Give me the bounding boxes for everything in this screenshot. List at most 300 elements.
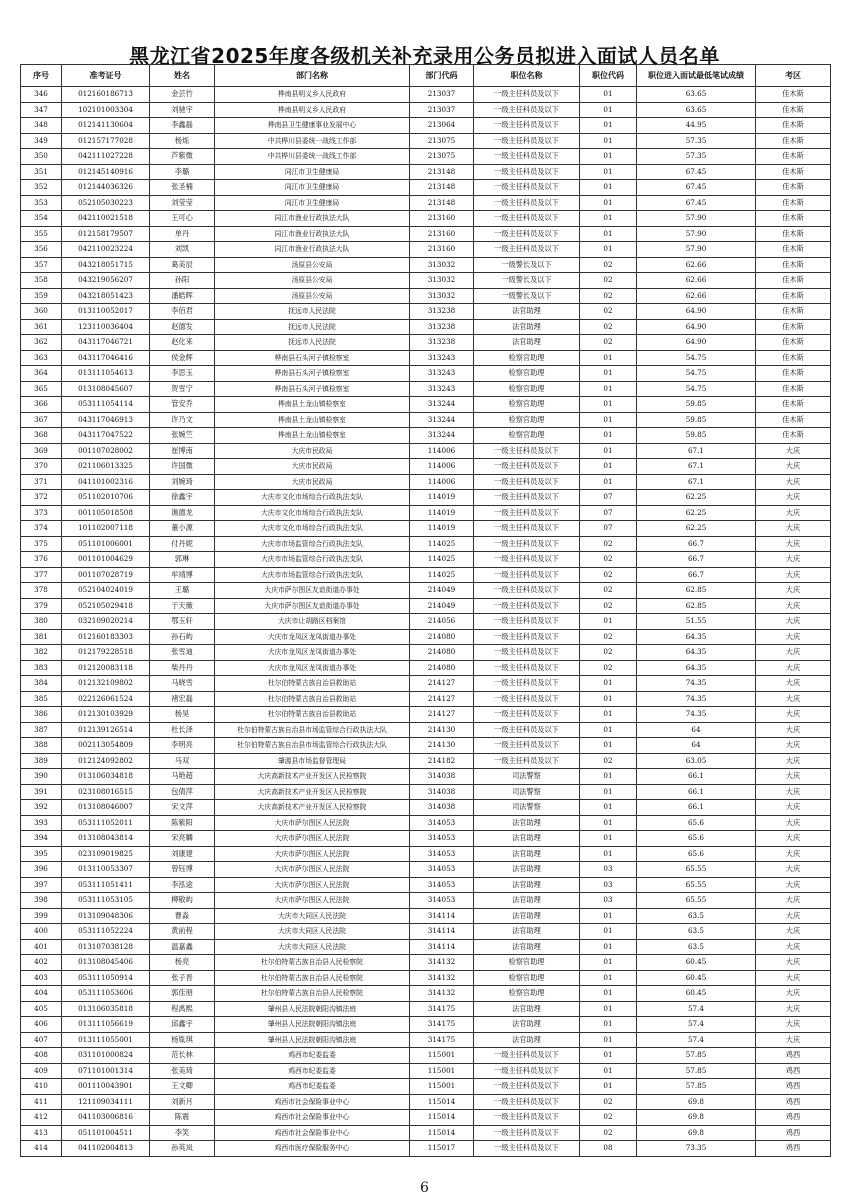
cell-department: 杜尔伯特蒙古族自治县市场监管综合行政执法大队	[215, 722, 410, 738]
cell-name: 单丹	[150, 226, 215, 242]
cell-exam-id: 031101000824	[62, 1048, 150, 1064]
cell-position-code: 07	[580, 490, 637, 506]
header-min-score: 职位进入面试最低笔试成绩	[637, 65, 756, 87]
cell-position: 检察官助理	[474, 970, 580, 986]
cell-position: 一级主任科员及以下	[474, 753, 580, 769]
cell-min-score: 63.5	[637, 908, 756, 924]
page-title: 黑龙江省2025年度各级机关补充录用公务员拟进入面试人员名单	[129, 44, 720, 68]
cell-region: 大庆	[756, 552, 831, 568]
cell-position-code: 08	[580, 1141, 637, 1157]
cell-position: 一级主任科员及以下	[474, 629, 580, 645]
cell-region: 佳木斯	[756, 102, 831, 118]
cell-position: 一级主任科员及以下	[474, 660, 580, 676]
table-row	[21, 877, 831, 893]
cell-min-score: 63.05	[637, 753, 756, 769]
cell-name: 徐鑫宇	[150, 490, 215, 506]
table-row	[21, 893, 831, 909]
cell-name: 刘新月	[150, 1094, 215, 1110]
table-row	[21, 195, 831, 211]
cell-index: 402	[21, 955, 62, 971]
cell-name: 陈紫阳	[150, 815, 215, 831]
cell-region: 佳木斯	[756, 397, 831, 413]
cell-position: 检察官助理	[474, 986, 580, 1002]
cell-name: 王璐	[150, 583, 215, 599]
cell-exam-id: 052104024019	[62, 583, 150, 599]
cell-name: 孙英岚	[150, 1141, 215, 1157]
cell-region: 大庆	[756, 691, 831, 707]
table-row	[21, 583, 831, 599]
cell-region: 佳木斯	[756, 211, 831, 227]
cell-exam-id: 013107038128	[62, 939, 150, 955]
cell-dept-code: 114006	[410, 443, 474, 459]
cell-min-score: 62.66	[637, 273, 756, 289]
cell-index: 375	[21, 536, 62, 552]
cell-dept-code: 314053	[410, 815, 474, 831]
cell-min-score: 69.8	[637, 1094, 756, 1110]
cell-index: 363	[21, 350, 62, 366]
cell-exam-id: 012157177028	[62, 133, 150, 149]
cell-dept-code: 213064	[410, 118, 474, 134]
cell-position: 一级主任科员及以下	[474, 226, 580, 242]
table-row	[21, 908, 831, 924]
cell-index: 358	[21, 273, 62, 289]
cell-exam-id: 012130103929	[62, 707, 150, 723]
cell-min-score: 57.35	[637, 133, 756, 149]
cell-min-score: 59.85	[637, 397, 756, 413]
cell-index: 378	[21, 583, 62, 599]
cell-dept-code: 213160	[410, 211, 474, 227]
cell-position: 一级主任科员及以下	[474, 87, 580, 103]
cell-name: 包倩萍	[150, 784, 215, 800]
cell-exam-id: 001105018508	[62, 505, 150, 521]
cell-min-score: 62.25	[637, 521, 756, 537]
table-row	[21, 366, 831, 382]
cell-name: 赵化来	[150, 335, 215, 351]
cell-position-code: 02	[580, 567, 637, 583]
cell-index: 369	[21, 443, 62, 459]
cell-region: 佳木斯	[756, 118, 831, 134]
cell-name: 李思玉	[150, 366, 215, 382]
cell-min-score: 62.66	[637, 257, 756, 273]
cell-min-score: 64.35	[637, 645, 756, 661]
cell-name: 李明亮	[150, 738, 215, 754]
table-row	[21, 505, 831, 521]
cell-min-score: 67.45	[637, 195, 756, 211]
cell-region: 大庆	[756, 583, 831, 599]
cell-dept-code: 313243	[410, 350, 474, 366]
cell-region: 大庆	[756, 769, 831, 785]
cell-region: 大庆	[756, 676, 831, 692]
cell-min-score: 65.6	[637, 831, 756, 847]
cell-name: 杨胤琪	[150, 1032, 215, 1048]
cell-name: 于天薇	[150, 598, 215, 614]
cell-region: 大庆	[756, 1032, 831, 1048]
cell-region: 佳木斯	[756, 412, 831, 428]
cell-department: 大庆市民政局	[215, 459, 410, 475]
cell-region: 鸡西	[756, 1141, 831, 1157]
cell-region: 大庆	[756, 784, 831, 800]
cell-index: 382	[21, 645, 62, 661]
cell-exam-id: 053111052224	[62, 924, 150, 940]
cell-position-code: 01	[580, 87, 637, 103]
cell-position-code: 01	[580, 955, 637, 971]
table-row	[21, 335, 831, 351]
cell-region: 大庆	[756, 970, 831, 986]
cell-name: 葛美辰	[150, 257, 215, 273]
cell-dept-code: 115017	[410, 1141, 474, 1157]
cell-position-code: 01	[580, 133, 637, 149]
cell-exam-id: 002113054809	[62, 738, 150, 754]
cell-name: 李笑	[150, 1125, 215, 1141]
cell-position-code: 01	[580, 1048, 637, 1064]
cell-exam-id: 043117046416	[62, 350, 150, 366]
cell-position-code: 02	[580, 629, 637, 645]
cell-exam-id: 012179228518	[62, 645, 150, 661]
cell-region: 佳木斯	[756, 149, 831, 165]
cell-name: 芦紫微	[150, 149, 215, 165]
cell-position: 一级警长及以下	[474, 257, 580, 273]
cell-name: 马艳超	[150, 769, 215, 785]
cell-position: 一级主任科员及以下	[474, 1094, 580, 1110]
table-row	[21, 443, 831, 459]
cell-exam-id: 001107028719	[62, 567, 150, 583]
page-number: 6	[420, 1180, 429, 1196]
cell-min-score: 57.90	[637, 226, 756, 242]
cell-position-code: 01	[580, 908, 637, 924]
cell-department: 大庆市萨尔图区人民法院	[215, 877, 410, 893]
cell-index: 398	[21, 893, 62, 909]
table-row	[21, 939, 831, 955]
cell-region: 大庆	[756, 490, 831, 506]
cell-name: 马晓雪	[150, 676, 215, 692]
cell-name: 柳敬屿	[150, 893, 215, 909]
cell-position: 一级主任科员及以下	[474, 707, 580, 723]
cell-min-score: 64.90	[637, 319, 756, 335]
table-row	[21, 1125, 831, 1141]
cell-position: 法官助理	[474, 831, 580, 847]
cell-position: 检察官助理	[474, 428, 580, 444]
cell-min-score: 57.35	[637, 149, 756, 165]
cell-exam-id: 013111056619	[62, 1017, 150, 1033]
cell-name: 李佰君	[150, 304, 215, 320]
cell-min-score: 63.65	[637, 102, 756, 118]
table-row	[21, 1048, 831, 1064]
cell-exam-id: 021106013325	[62, 459, 150, 475]
cell-min-score: 66.7	[637, 536, 756, 552]
cell-dept-code: 214080	[410, 629, 474, 645]
table-row	[21, 381, 831, 397]
table-row	[21, 831, 831, 847]
table-row	[21, 598, 831, 614]
cell-min-score: 59.85	[637, 412, 756, 428]
cell-dept-code: 213148	[410, 180, 474, 196]
cell-dept-code: 313032	[410, 288, 474, 304]
cell-region: 大庆	[756, 629, 831, 645]
cell-region: 鸡西	[756, 1048, 831, 1064]
cell-exam-id: 001101004629	[62, 552, 150, 568]
cell-dept-code: 115014	[410, 1110, 474, 1126]
cell-position-code: 07	[580, 521, 637, 537]
cell-dept-code: 114025	[410, 567, 474, 583]
cell-position: 法官助理	[474, 335, 580, 351]
cell-dept-code: 314114	[410, 939, 474, 955]
cell-index: 355	[21, 226, 62, 242]
cell-name: 张婉竺	[150, 428, 215, 444]
cell-name: 董小源	[150, 521, 215, 537]
cell-position: 一级主任科员及以下	[474, 598, 580, 614]
cell-region: 大庆	[756, 722, 831, 738]
cell-position: 一级主任科员及以下	[474, 1125, 580, 1141]
cell-name: 鄂玉轩	[150, 614, 215, 630]
cell-department: 鸡西市纪委监委	[215, 1048, 410, 1064]
cell-min-score: 74.35	[637, 691, 756, 707]
cell-department: 大庆市大同区人民法院	[215, 908, 410, 924]
cell-region: 佳木斯	[756, 164, 831, 180]
cell-region: 大庆	[756, 924, 831, 940]
cell-position-code: 01	[580, 397, 637, 413]
cell-position: 法官助理	[474, 1032, 580, 1048]
cell-exam-id: 013108045607	[62, 381, 150, 397]
cell-department: 肇州县人民法院朝阳沟镇法庭	[215, 1032, 410, 1048]
cell-index: 366	[21, 397, 62, 413]
header-dept-code: 部门代码	[410, 65, 474, 87]
cell-position-code: 01	[580, 676, 637, 692]
cell-dept-code: 314053	[410, 877, 474, 893]
cell-region: 佳木斯	[756, 335, 831, 351]
cell-exam-id: 052105030223	[62, 195, 150, 211]
cell-department: 桦南县石头河子镇检察室	[215, 350, 410, 366]
cell-position-code: 01	[580, 815, 637, 831]
cell-position-code: 01	[580, 366, 637, 382]
cell-name: 宋文萍	[150, 800, 215, 816]
cell-region: 大庆	[756, 660, 831, 676]
cell-exam-id: 043117046913	[62, 412, 150, 428]
cell-position-code: 02	[580, 257, 637, 273]
table-row	[21, 149, 831, 165]
cell-dept-code: 313238	[410, 319, 474, 335]
cell-position-code: 02	[580, 288, 637, 304]
cell-index: 352	[21, 180, 62, 196]
cell-department: 同江市卫生健康局	[215, 164, 410, 180]
cell-index: 381	[21, 629, 62, 645]
cell-position-code: 01	[580, 707, 637, 723]
cell-region: 大庆	[756, 939, 831, 955]
cell-index: 370	[21, 459, 62, 475]
cell-index: 409	[21, 1063, 62, 1079]
cell-region: 鸡西	[756, 1125, 831, 1141]
cell-dept-code: 214127	[410, 707, 474, 723]
cell-dept-code: 213075	[410, 133, 474, 149]
cell-position-code: 02	[580, 1110, 637, 1126]
cell-dept-code: 314175	[410, 1001, 474, 1017]
cell-region: 佳木斯	[756, 304, 831, 320]
table-row	[21, 769, 831, 785]
cell-position-code: 02	[580, 335, 637, 351]
table-row	[21, 521, 831, 537]
cell-min-score: 64.90	[637, 335, 756, 351]
cell-position: 检察官助理	[474, 366, 580, 382]
cell-region: 大庆	[756, 908, 831, 924]
cell-dept-code: 314053	[410, 893, 474, 909]
cell-dept-code: 214182	[410, 753, 474, 769]
cell-index: 357	[21, 257, 62, 273]
cell-position: 一级主任科员及以下	[474, 242, 580, 258]
table-row	[21, 102, 831, 118]
cell-dept-code: 213160	[410, 226, 474, 242]
cell-region: 鸡西	[756, 1063, 831, 1079]
cell-department: 大庆市文化市场综合行政执法支队	[215, 505, 410, 521]
cell-exam-id: 013109048306	[62, 908, 150, 924]
cell-department: 大庆市龙凤区龙凤街道办事处	[215, 629, 410, 645]
cell-position: 司法警察	[474, 769, 580, 785]
cell-position: 检察官助理	[474, 350, 580, 366]
cell-name: 贺雪宁	[150, 381, 215, 397]
table-row	[21, 490, 831, 506]
cell-position: 司法警察	[474, 800, 580, 816]
cell-department: 桦南县石头河子镇检察室	[215, 381, 410, 397]
cell-department: 桦南县土龙山镇检察室	[215, 397, 410, 413]
cell-index: 401	[21, 939, 62, 955]
table-row	[21, 118, 831, 134]
table-row	[21, 1032, 831, 1048]
table-row	[21, 629, 831, 645]
cell-position-code: 01	[580, 412, 637, 428]
cell-department: 杜尔伯特蒙古族自治县人民检察院	[215, 955, 410, 971]
cell-position: 一级主任科员及以下	[474, 1079, 580, 1095]
cell-position: 法官助理	[474, 1017, 580, 1033]
cell-position-code: 02	[580, 645, 637, 661]
cell-min-score: 57.90	[637, 211, 756, 227]
cell-min-score: 44.95	[637, 118, 756, 134]
cell-position: 一级主任科员及以下	[474, 149, 580, 165]
cell-index: 372	[21, 490, 62, 506]
cell-min-score: 62.85	[637, 598, 756, 614]
cell-min-score: 69.8	[637, 1110, 756, 1126]
cell-name: 刘凯	[150, 242, 215, 258]
cell-department: 杜尔伯特蒙古族自治县人民检察院	[215, 986, 410, 1002]
cell-min-score: 57.4	[637, 1032, 756, 1048]
cell-dept-code: 214049	[410, 583, 474, 599]
table-row	[21, 1079, 831, 1095]
cell-department: 大庆市市场监管综合行政执法支队	[215, 567, 410, 583]
cell-name: 杜长泽	[150, 722, 215, 738]
cell-position: 法官助理	[474, 908, 580, 924]
cell-position: 检察官助理	[474, 397, 580, 413]
cell-min-score: 64.35	[637, 629, 756, 645]
cell-position-code: 02	[580, 319, 637, 335]
cell-department: 鸡西市社会保险事业中心	[215, 1110, 410, 1126]
cell-dept-code: 314038	[410, 800, 474, 816]
cell-region: 佳木斯	[756, 381, 831, 397]
cell-region: 大庆	[756, 536, 831, 552]
cell-position-code: 01	[580, 970, 637, 986]
cell-exam-id: 053111054114	[62, 397, 150, 413]
cell-exam-id: 043219056207	[62, 273, 150, 289]
cell-dept-code: 313238	[410, 335, 474, 351]
cell-region: 佳木斯	[756, 428, 831, 444]
cell-name: 马双	[150, 753, 215, 769]
cell-index: 383	[21, 660, 62, 676]
cell-name: 杨烁	[150, 133, 215, 149]
table-row	[21, 474, 831, 490]
cell-dept-code: 214127	[410, 691, 474, 707]
cell-position: 一级主任科员及以下	[474, 567, 580, 583]
cell-region: 大庆	[756, 645, 831, 661]
cell-position-code: 01	[580, 443, 637, 459]
cell-position-code: 01	[580, 924, 637, 940]
cell-exam-id: 041102004813	[62, 1141, 150, 1157]
cell-dept-code: 213160	[410, 242, 474, 258]
cell-dept-code: 313032	[410, 273, 474, 289]
cell-position: 一级主任科员及以下	[474, 459, 580, 475]
cell-position: 检察官助理	[474, 381, 580, 397]
cell-min-score: 65.6	[637, 846, 756, 862]
cell-name: 郭琳	[150, 552, 215, 568]
cell-department: 抚远市人民法院	[215, 335, 410, 351]
cell-index: 406	[21, 1017, 62, 1033]
cell-position-code: 01	[580, 350, 637, 366]
cell-dept-code: 214130	[410, 738, 474, 754]
cell-dept-code: 114025	[410, 536, 474, 552]
cell-index: 404	[21, 986, 62, 1002]
cell-position-code: 01	[580, 381, 637, 397]
cell-exam-id: 121109034111	[62, 1094, 150, 1110]
cell-min-score: 65.55	[637, 862, 756, 878]
cell-position-code: 01	[580, 118, 637, 134]
cell-region: 大庆	[756, 505, 831, 521]
cell-position: 检察官助理	[474, 412, 580, 428]
cell-position-code: 01	[580, 164, 637, 180]
cell-exam-id: 013111054613	[62, 366, 150, 382]
cell-dept-code: 213148	[410, 195, 474, 211]
cell-name: 张子晋	[150, 970, 215, 986]
cell-dept-code: 114006	[410, 459, 474, 475]
cell-exam-id: 053111051411	[62, 877, 150, 893]
cell-position-code: 01	[580, 1017, 637, 1033]
cell-min-score: 67.45	[637, 164, 756, 180]
cell-position: 法官助理	[474, 1001, 580, 1017]
cell-position-code: 01	[580, 211, 637, 227]
cell-department: 大庆市萨尔图区友谊街道办事处	[215, 598, 410, 614]
cell-dept-code: 314175	[410, 1017, 474, 1033]
cell-index: 410	[21, 1079, 62, 1095]
cell-exam-id: 043218051423	[62, 288, 150, 304]
cell-position: 一级主任科员及以下	[474, 195, 580, 211]
cell-min-score: 64	[637, 738, 756, 754]
cell-position-code: 01	[580, 1001, 637, 1017]
table-row	[21, 924, 831, 940]
cell-name: 许国微	[150, 459, 215, 475]
cell-index: 359	[21, 288, 62, 304]
cell-position-code: 01	[580, 846, 637, 862]
table-row	[21, 707, 831, 723]
cell-min-score: 62.66	[637, 288, 756, 304]
cell-department: 桦南县土龙山镇检察室	[215, 412, 410, 428]
cell-position-code: 02	[580, 753, 637, 769]
cell-index: 405	[21, 1001, 62, 1017]
cell-department: 大庆市萨尔图区人民法院	[215, 815, 410, 831]
cell-dept-code: 314053	[410, 862, 474, 878]
cell-name: 牟靖博	[150, 567, 215, 583]
cell-dept-code: 313238	[410, 304, 474, 320]
cell-min-score: 65.55	[637, 893, 756, 909]
cell-index: 400	[21, 924, 62, 940]
cell-department: 同江市卫生健康局	[215, 195, 410, 211]
cell-index: 384	[21, 676, 62, 692]
cell-name: 张美琦	[150, 1063, 215, 1079]
cell-exam-id: 051102010706	[62, 490, 150, 506]
cell-position: 一级主任科员及以下	[474, 536, 580, 552]
